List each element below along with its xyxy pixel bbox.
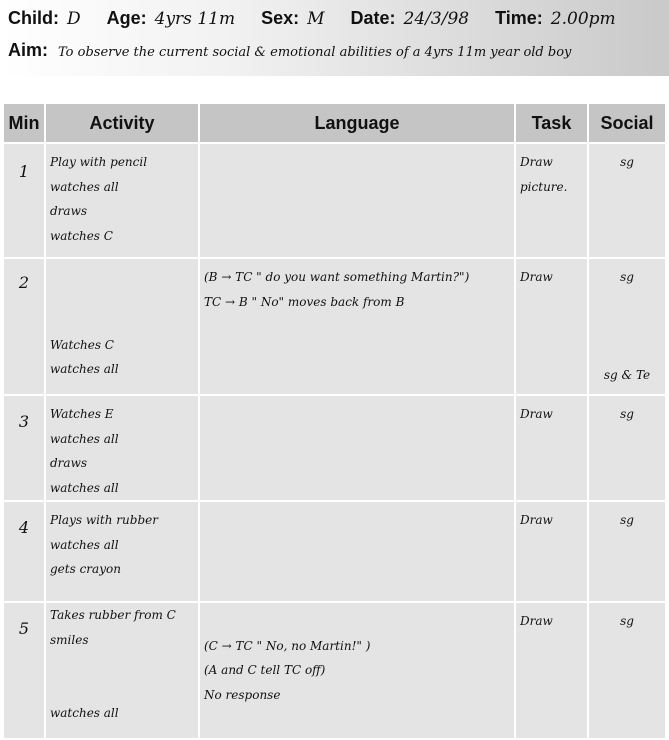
social-cell	[588, 143, 665, 258]
activity-cell	[45, 501, 199, 602]
activity-line: Play with pencil	[50, 155, 148, 169]
social-line: sg	[620, 614, 634, 628]
social-line	[589, 314, 665, 339]
language-cell	[199, 395, 515, 501]
language-cell	[199, 258, 515, 395]
activity-cell	[45, 395, 199, 501]
language-line: (C → TC " No, no Martin!" )	[204, 638, 371, 653]
column-header-task: Task	[515, 104, 588, 143]
age-value: 4yrs 11m	[154, 9, 236, 29]
task-line: Draw	[520, 614, 553, 628]
language-line	[200, 609, 514, 634]
language-cell	[199, 143, 515, 258]
task-line: picture.	[520, 179, 568, 194]
language-cell	[199, 602, 515, 739]
activity-line: watches all	[50, 706, 119, 720]
activity-line: watches all	[50, 537, 119, 552]
activity-line	[46, 259, 198, 284]
activity-line: smiles	[50, 632, 89, 647]
social-line: sg	[620, 155, 634, 169]
minute-cell	[4, 501, 45, 602]
social-line: sg & Te	[603, 368, 651, 382]
social-cell	[588, 258, 665, 395]
social-cell	[588, 602, 665, 739]
social-cell	[588, 395, 665, 501]
table-row	[4, 602, 665, 739]
minute-value: 4	[18, 518, 30, 537]
minute-value: 1	[18, 162, 30, 181]
aim-value: To observe the current social & emotional abilities of a 4yrs 11m year old boy	[58, 45, 572, 60]
minute-cell	[4, 395, 45, 501]
activity-line: watches all	[50, 431, 119, 446]
observation-header	[0, 0, 669, 76]
activity-line: watches all	[50, 362, 119, 376]
table-body	[4, 143, 665, 739]
social-line: sg	[620, 270, 634, 284]
column-header-social: Social	[588, 104, 665, 143]
language-cell	[199, 501, 515, 602]
date-value: 24/3/98	[403, 9, 470, 29]
task-cell	[515, 258, 588, 395]
minute-cell	[4, 143, 45, 258]
activity-line	[46, 652, 198, 677]
activity-line: Watches E	[50, 407, 114, 421]
sex-label: Sex:	[261, 8, 300, 28]
time-label: Time:	[495, 8, 543, 28]
activity-line: watches all	[50, 179, 119, 194]
social-line: sg	[620, 513, 634, 527]
activity-line	[46, 308, 198, 333]
table-row	[4, 501, 665, 602]
task-cell	[515, 395, 588, 501]
activity-line: draws	[50, 204, 88, 218]
activity-cell	[45, 143, 199, 258]
minute-cell	[4, 258, 45, 395]
minute-value: 2	[18, 273, 30, 292]
child-value: D	[67, 9, 81, 29]
activity-line: watches C	[50, 228, 113, 243]
activity-line: Takes rubber from C	[50, 608, 176, 622]
observation-table	[4, 104, 665, 740]
table-row	[4, 143, 665, 258]
minute-value: 3	[18, 412, 30, 431]
language-line: No response	[204, 687, 281, 702]
column-header-activity: Activity	[45, 104, 199, 143]
language-line: TC → B " No" moves back from B	[204, 294, 405, 309]
social-cell	[588, 501, 665, 602]
activity-cell	[45, 258, 199, 395]
language-line: (B → TC " do you want something Martin?")	[204, 270, 470, 284]
activity-line: gets crayon	[50, 562, 121, 576]
header-details-row	[8, 8, 642, 29]
minute-cell	[4, 602, 45, 739]
task-line: Draw	[520, 155, 553, 169]
social-line: sg	[620, 407, 634, 421]
task-cell	[515, 602, 588, 739]
activity-line	[46, 284, 198, 309]
activity-line: Watches C	[50, 337, 114, 352]
task-cell	[515, 143, 588, 258]
minute-value: 5	[18, 619, 30, 638]
child-label: Child:	[8, 8, 59, 28]
activity-line: Plays with rubber	[50, 513, 158, 527]
social-line	[589, 290, 665, 315]
activity-line	[46, 677, 198, 702]
column-header-min: Min	[4, 104, 45, 143]
task-line: Draw	[520, 513, 553, 527]
sex-value: M	[307, 9, 325, 29]
table-row	[4, 258, 665, 395]
time-value: 2.00pm	[550, 9, 616, 29]
task-line: Draw	[520, 270, 553, 284]
date-label: Date:	[350, 8, 396, 28]
age-label: Age:	[106, 8, 147, 28]
task-cell	[515, 501, 588, 602]
task-line: Draw	[520, 407, 553, 421]
activity-cell	[45, 602, 199, 739]
activity-line: draws	[50, 456, 88, 470]
table-header-row	[4, 104, 665, 143]
table-row	[4, 395, 665, 501]
header-aim-row	[8, 40, 571, 61]
activity-line: watches all	[50, 480, 119, 495]
aim-label: Aim:	[8, 40, 48, 60]
language-line: (A and C tell TC off)	[204, 663, 326, 677]
social-line	[589, 339, 665, 364]
column-header-language: Language	[199, 104, 515, 143]
